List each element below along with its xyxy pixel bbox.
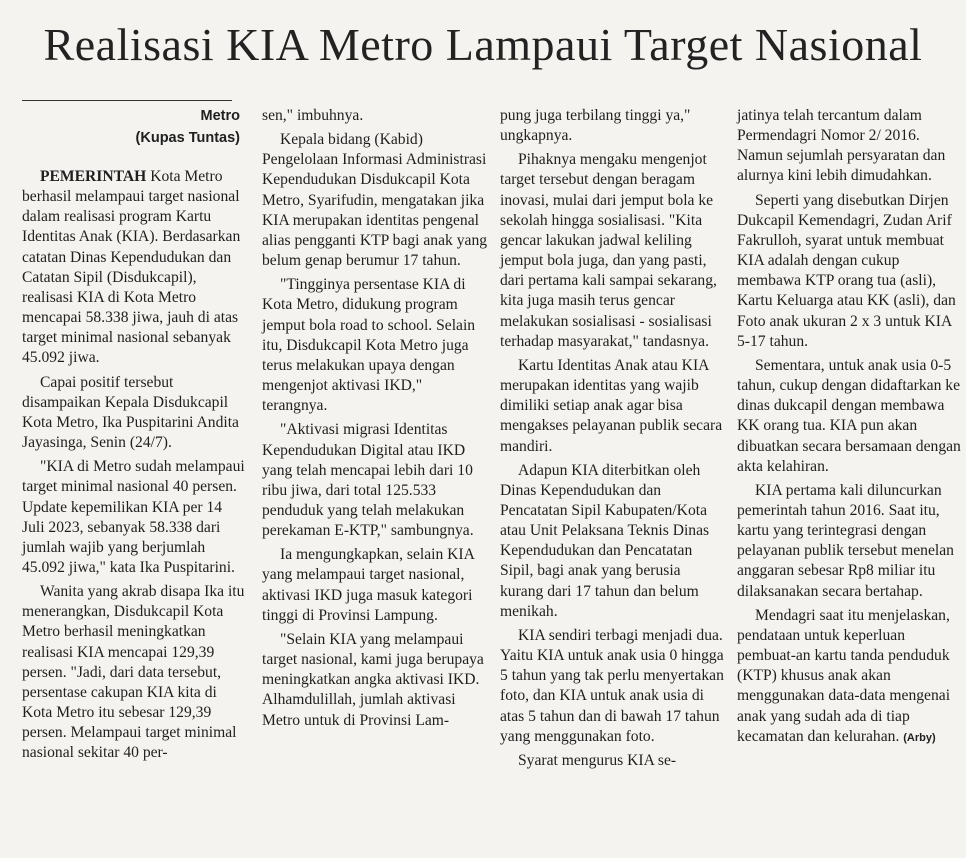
paragraph-text: Kota Metro berhasil melampaui target nasional dalam realisasi program Kartu Identitas Anak (KIA). Berdasarkan catatan Dinas Kependudukan dan Catatan Sipil (Disdukcapil), realisasi KIA di Kota Metro mencapai 58.338 jiwa, jauh di atas target minimal nasional sebanyak 45.092 jiwa. — [22, 168, 241, 367]
paragraph-text: Mendagri saat itu menjelaskan, pendataan untuk keperluan pembuat-an kartu tanda penduduk (KTP) khusus anak akan menggunakan data-data mengenai anak yang sudah ada di tiap kecamatan dan kelurahan. — [737, 606, 951, 745]
paragraph: "Tingginya persentase KIA di Kota Metro, didukung program jemput bola road to school. Selain itu, Disdukcapil Kota Metro juga terus melakukan upaya dengan mengenjot aktivasi IKD," terangnya. — [262, 276, 476, 415]
column-4 — [737, 106, 963, 752]
column-1 — [22, 100, 248, 768]
paragraph: Ia mengungkapkan, selain KIA yang melampaui target nasional, aktivasi IKD juga masuk kategori tinggi di Provinsi Lampung. — [262, 546, 475, 624]
paragraph: Syarat mengurus KIA se- — [518, 751, 677, 769]
paragraph: "Selain KIA yang melampaui target nasional, kami juga berupaya meningkatkan angka aktivasi IKD. Alhamdulillah, jumlah aktivasi Metro untuk di Provinsi Lam- — [262, 630, 484, 729]
paragraph — [22, 167, 248, 369]
byline-source: (Kupas Tuntas) — [135, 130, 240, 146]
author-signature: (Arby) — [903, 731, 936, 744]
paragraph: Sementara, untuk anak usia 0-5 tahun, cukup dengan didaftarkan ke dinas dukcapil dengan membawa KK orang tua. KIA pun akan dibuatkan secara bersamaan dengan akta kelahiran. — [737, 356, 961, 475]
paragraph: Kepala bidang (Kabid) Pengelolaan Informasi Administrasi Kependudukan Disdukcapil Kota Metro, Syarifudin, mengatakan jika KIA merupakan identitas pengenal alias pengganti KTP bagi anak yang belum genap berumur 17 tahun. — [262, 131, 488, 270]
paragraph: Capai positif tersebut disampaikan Kepala Disdukcapil Kota Metro, Ika Puspitarini Andita Jayasinga, Senin (24/7). — [22, 373, 239, 452]
column-3 — [500, 106, 726, 775]
paragraph: pung juga terbilang tinggi ya," ungkapnya. — [500, 107, 691, 145]
paragraph: "Aktivasi migrasi Identitas Kependudukan Digital atau IKD yang telah mencapai lebih dari 10 ribu jiwa, dari total 125.533 penduduk yang telah melakukan perekaman E-KTP," sambungnya. — [262, 421, 474, 540]
column-2 — [262, 106, 488, 735]
paragraph: Adapun KIA diterbitkan oleh Dinas Kependudukan dan Pencatatan Sipil Kabupaten/Kota atau Unit Pelaksana Teknis Dinas Kependudukan dan Pencatatan Sipil, bagi anak yang berusia kurang dari 17 tahun dan belum menikah. — [500, 461, 710, 620]
paragraph: "KIA di Metro sudah melampaui target minimal nasional 40 persen. Update kepemilikan KIA per 14 Juli 2023, sebanyak 58.338 dari jumlah wajib yang berjumlah 45.092 jiwa," kata Ika Puspitarini. — [22, 458, 245, 576]
paragraph: Pihaknya mengaku mengenjot target tersebut dengan beragam inovasi, mulai dari jemput bola ke sekolah hingga sosialisasi. "Kita gencar lakukan jadwal keliling jemput bola juga, dan yang pasti, dari pertama kali sampai sekarang, kita juga masih terus gencar melakukan sosialisasi - sosialisasi terhadap masyarakat," tandasnya. — [500, 151, 717, 350]
headline: Realisasi KIA Metro Lampaui Target Nasional — [43, 19, 923, 70]
paragraph: KIA pertama kali diluncurkan pemerintah tahun 2016. Saat itu, kartu yang terintegrasi dengan pelayanan publik tersebut menelan anggaran sebesar Rp8 miliar itu dilaksanakan secara bertahap. — [737, 481, 954, 600]
paragraph: sen," imbuhnya. — [262, 107, 364, 124]
paragraph: KIA sendiri terbagi menjadi dua. Yaitu KIA untuk anak usia 0 hingga 5 tahun yang tak perlu menyertakan foto, dan KIA untuk anak usia di atas 5 tahun dan di bawah 17 tahun yang menggunakan foto. — [500, 626, 724, 745]
paragraph: Seperti yang disebutkan Dirjen Dukcapil Kemendagri, Zudan Arif Fakrulloh, syarat untuk membuat KIA adalah dengan cukup membawa KTP orang tua (asli), Kartu Keluarga atau KK (asli), dan Foto anak ukuran 2 x 3 untuk KIA 5-17 tahun. — [737, 191, 956, 350]
paragraph: Kartu Identitas Anak atau KIA merupakan identitas yang wajib dimiliki setiap anak agar bisa mengakses pelayanan publik secara mandiri. — [500, 356, 723, 455]
paragraph: jatinya telah tercantum dalam Permendagri Nomor 2/ 2016. Namun sejumlah persyaratan dan alurnya kini lebih dimudahkan. — [737, 107, 946, 185]
lead-word: PEMERINTAH — [40, 168, 147, 185]
byline-place: Metro — [200, 108, 240, 124]
paragraph — [737, 606, 963, 748]
paragraph: Wanita yang akrab disapa Ika itu menerangkan, Disdukcapil Kota Metro berhasil meningkatkan realisasi KIA mencapai 129,39 persen. "Jadi, dari data tersebut, persentase cakupan KIA kita di Kota Metro itu sebesar 129,39 persen. Melampaui target minimal nasional sekitar 40 per- — [22, 583, 245, 762]
byline-rule — [22, 100, 232, 101]
